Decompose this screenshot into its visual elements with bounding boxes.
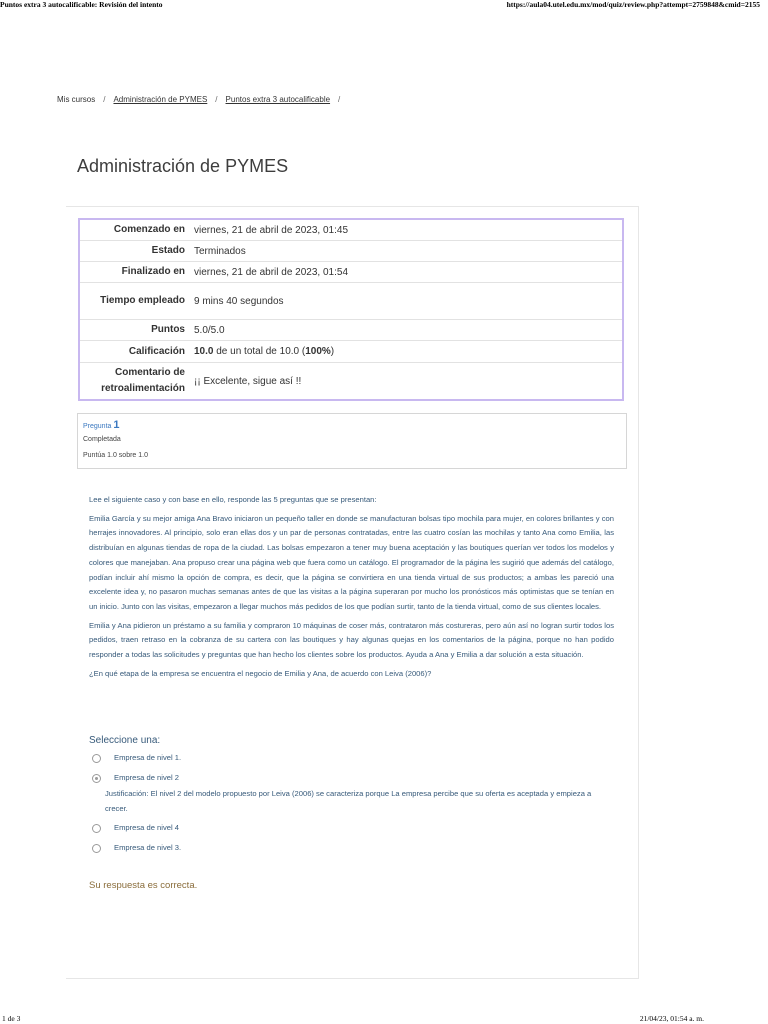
answer-option-label: Empresa de nivel 1.: [114, 753, 182, 762]
grade-value: 10.0: [194, 346, 214, 357]
radio-button[interactable]: [92, 824, 101, 833]
print-timestamp: 21/04/23, 01:54 a. m.: [639, 1014, 704, 1023]
answer-justification: Justificación: El nivel 2 del modelo propuesto por Leiva (2006) se caracteriza porque La empresa percibe que su oferta es aceptada y empieza a crecer.: [105, 789, 592, 813]
summary-label: Finalizado en: [79, 262, 189, 283]
summary-row-grade: [79, 341, 623, 363]
summary-row-started: [79, 219, 623, 241]
summary-label: Tiempo empleado: [79, 283, 189, 320]
question-paragraph: Emilia y Ana pidieron un préstamo a su familia y compraron 10 máquinas de coser más, contrataron más costureras, pero aún así no logran surtir todos los pedidos, traen retraso en la cobranza de su cartera con las boutiques y hay algunas quejas en los comentarios de la página, porque no han podido responder a todas las solicitudes y preguntas que han hecho los clientes sobre los productos. Ayuda a Ana y Emilia a dar solución a esta situación.: [89, 620, 614, 660]
answer-option-label: Empresa de nivel 2: [114, 773, 180, 782]
answer-options: [92, 752, 612, 862]
breadcrumb-item-mis-cursos[interactable]: Mis cursos: [57, 95, 96, 104]
summary-value: 9 mins 40 segundos: [189, 283, 623, 320]
question-number-value: 1: [113, 419, 120, 431]
question-paragraph: Lee el siguiente caso y con base en ello, responde las 5 preguntas que se presentan:: [89, 495, 377, 504]
question-paragraph: Emilia García y su mejor amiga Ana Bravo iniciaron un pequeño taller en donde se manufacturan bolsas tipo mochila para mujer, en colores brillantes y con herrajes innovadores. Al principio, solo eran ellas dos y un par de personas contratadas, entre las cuatro cosían las mochilas y tanto Ana como Emilia, las distribuían en algunas tiendas de ropa de la ciudad. Las bolsas empezaron a tener muy buena aceptación y las boutiques querían ver todos los modelos y colores que manejaban. Ana propuso crear una página web que fuera como un catálogo. El programador de la página les sugirió que además del catálogo, podían incluir ahí mismo la opción de compra, es decir, que la página se convirtiera en una tienda virtual de sus productos; a ambas les pareció una excelente idea y, no pasaron muchas semanas antes de que las visitas a la página superaran por mucho los pronósticos más optimistas que se tenían en un inicio. Junto con las visitas, empezaron a llegar muchos más pedidos de los que podían surtir, tanto de la tienda virtual, como de sus clientes locales.: [89, 513, 614, 611]
question-prompt: ¿En qué etapa de la empresa se encuentra el negocio de Emilia y Ana, de acuerdo con Leiva (2006)?: [89, 668, 432, 678]
answer-option-label: Empresa de nivel 4: [114, 823, 180, 832]
print-footer: [0, 1014, 768, 1024]
summary-row-feedback: [79, 363, 623, 401]
answer-option[interactable]: [92, 822, 612, 842]
answer-option[interactable]: [92, 752, 612, 772]
summary-value: viernes, 21 de abril de 2023, 01:45: [194, 224, 348, 236]
radio-button[interactable]: [92, 844, 101, 853]
breadcrumb: [57, 95, 348, 104]
summary-value: [189, 341, 623, 363]
content-divider: [66, 206, 638, 207]
summary-label: Estado: [79, 241, 189, 262]
summary-row-state: [79, 241, 623, 262]
radio-button[interactable]: [92, 754, 101, 763]
summary-label: Comentario de retroalimentación: [79, 363, 189, 401]
grade-total-text: de un total de 10.0 (: [213, 346, 306, 357]
question-info-box: [77, 413, 627, 469]
breadcrumb-item-quiz[interactable]: Puntos extra 3 autocalificable: [225, 95, 331, 104]
answer-option-label: Empresa de nivel 3.: [114, 843, 182, 852]
question-number: [83, 419, 120, 431]
breadcrumb-separator: /: [103, 95, 106, 104]
answer-option-selected[interactable]: [92, 772, 612, 822]
attempt-summary-table: [78, 218, 624, 401]
summary-row-points: [79, 320, 623, 341]
question-state: Completada: [83, 436, 121, 443]
question-number-label: Pregunta: [83, 423, 112, 430]
radio-button-checked[interactable]: [92, 774, 101, 783]
summary-row-time: [79, 283, 623, 320]
print-header-title: Puntos extra 3 autocalificable: Revisión del intento: [0, 0, 163, 9]
breadcrumb-separator: /: [338, 95, 341, 104]
summary-label: Puntos: [79, 320, 189, 341]
question-text: [89, 493, 614, 685]
summary-value: Terminados: [189, 241, 623, 262]
summary-label: Comenzado en: [113, 224, 185, 235]
breadcrumb-separator: /: [215, 95, 218, 104]
select-prompt: Seleccione una:: [89, 735, 161, 746]
answer-option[interactable]: [92, 842, 612, 862]
print-header: [0, 0, 768, 10]
grade-percent: 100%: [305, 346, 331, 357]
page-title: Administración de PYMES: [77, 156, 289, 176]
summary-row-finished: [79, 262, 623, 283]
breadcrumb-item-course[interactable]: Administración de PYMES: [113, 95, 208, 104]
summary-value: ¡¡ Excelente, sigue así !!: [189, 363, 623, 401]
answer-feedback: Su respuesta es correcta.: [89, 880, 198, 891]
question-grade: Puntúa 1.0 sobre 1.0: [83, 452, 148, 459]
summary-label: Calificación: [79, 341, 189, 363]
print-header-url: https://aula04.utel.edu.mx/mod/quiz/review.php?attempt=2759848&cmid=2155: [506, 0, 760, 9]
summary-value: 5.0/5.0: [189, 320, 623, 341]
grade-close-paren: ): [330, 346, 335, 357]
summary-value: viernes, 21 de abril de 2023, 01:54: [189, 262, 623, 283]
page-counter: 1 de 3: [2, 1014, 21, 1023]
